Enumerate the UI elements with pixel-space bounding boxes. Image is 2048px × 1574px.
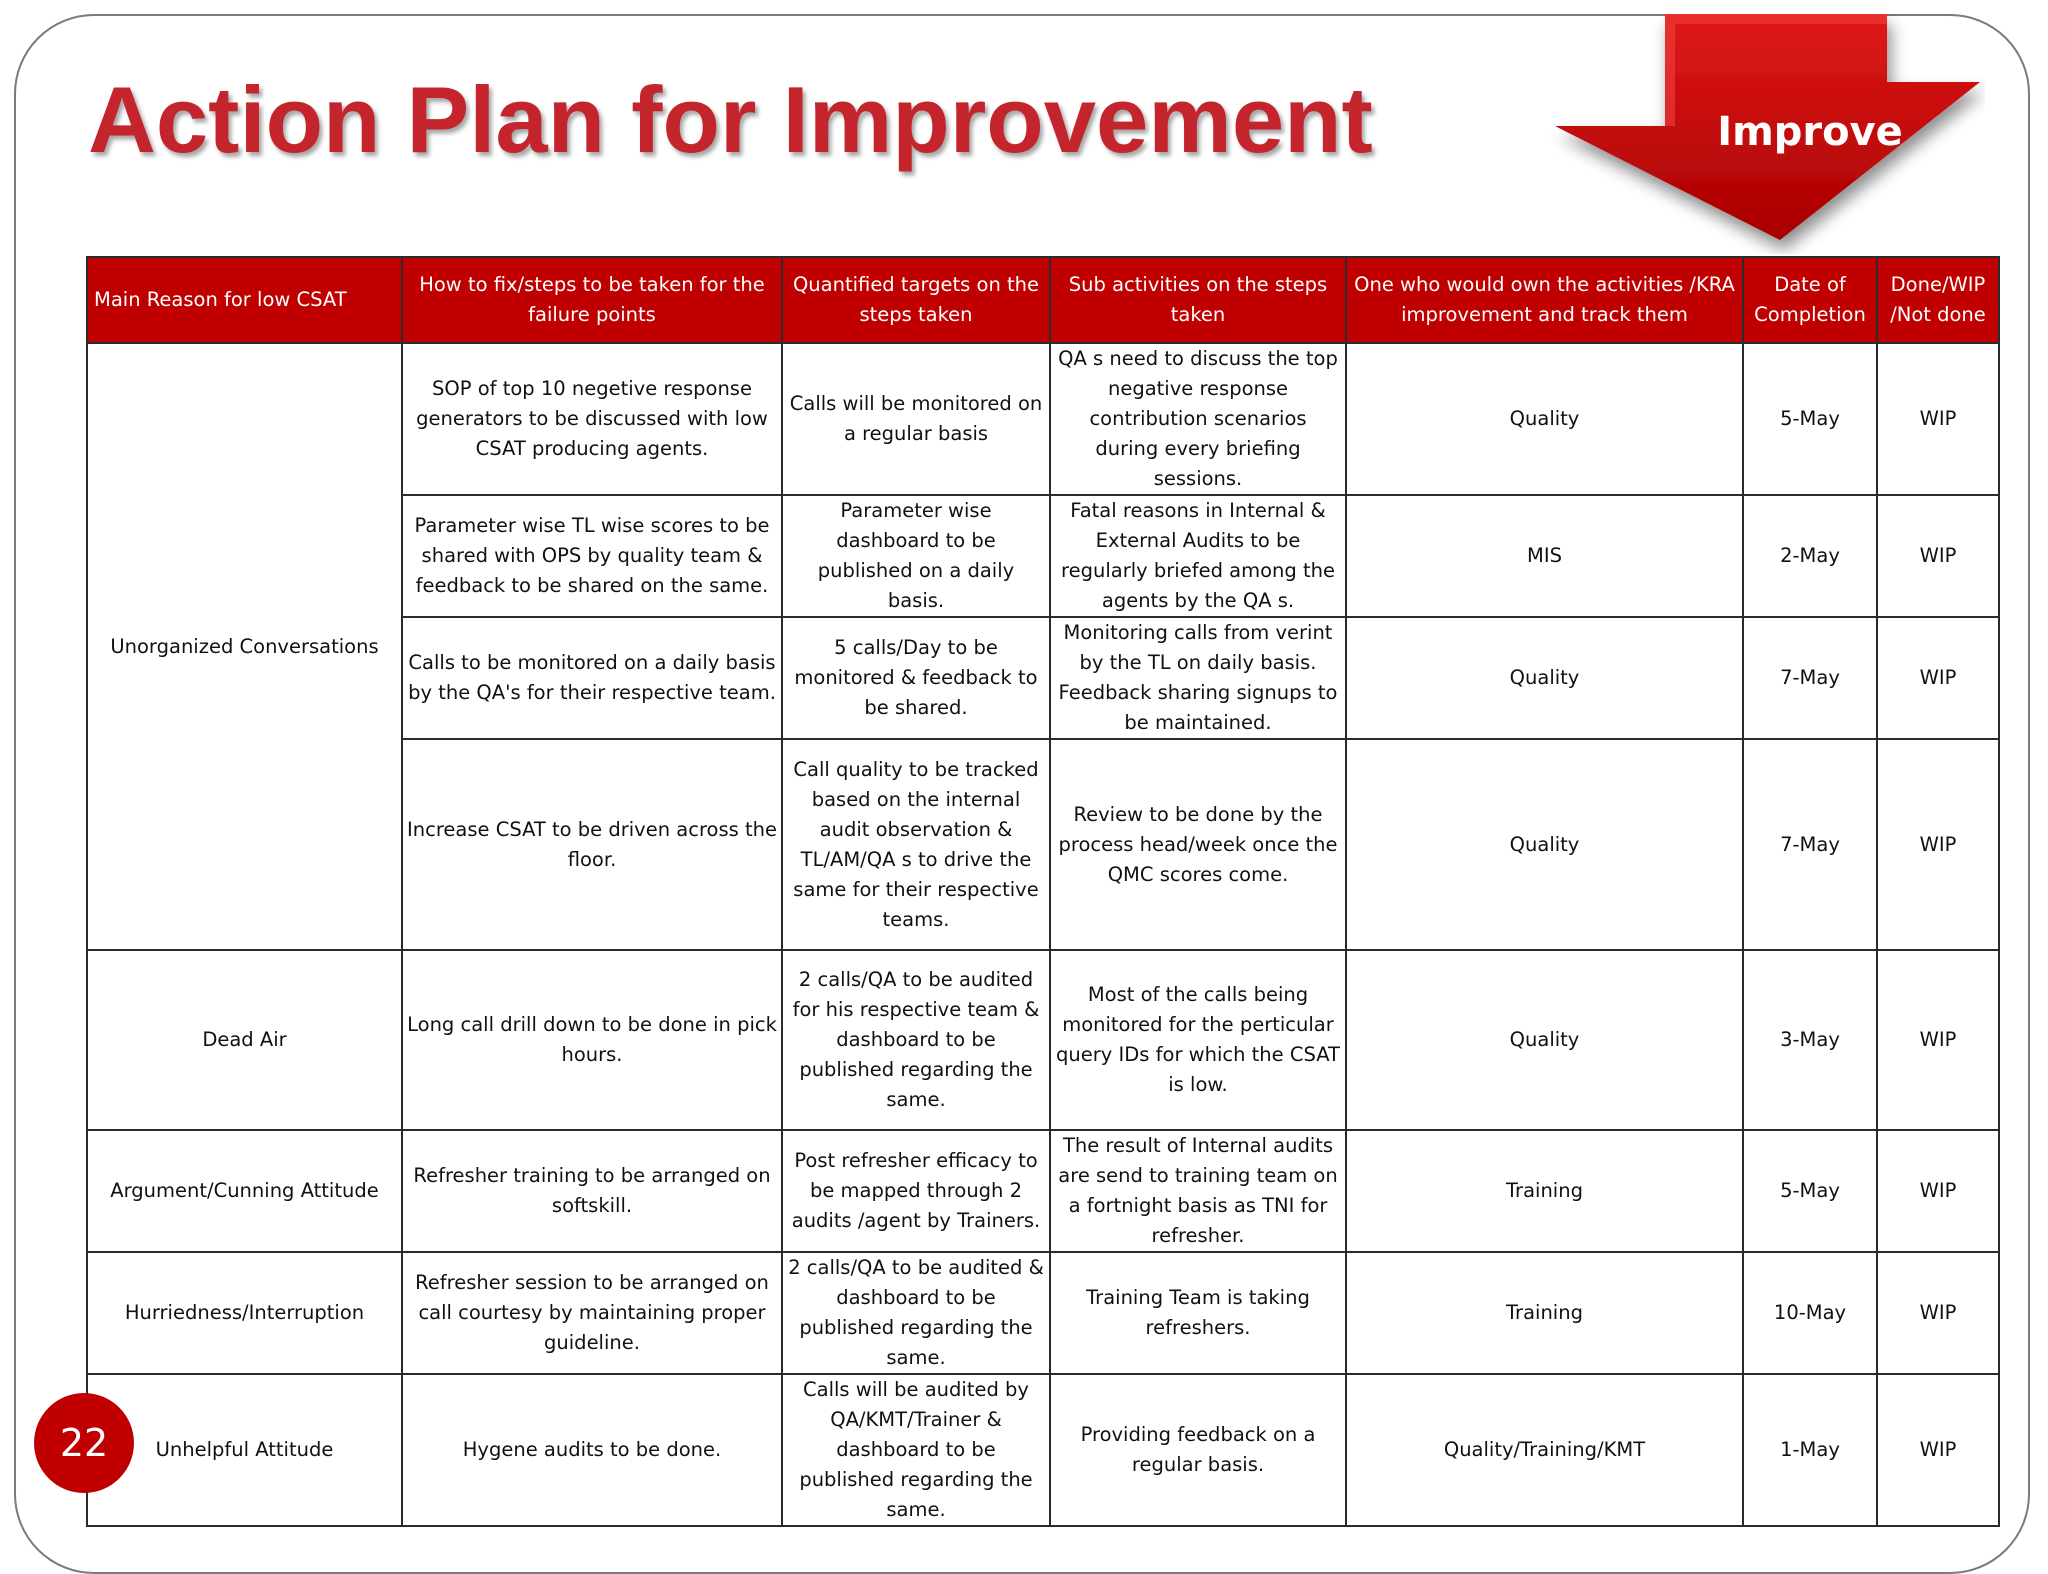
target-cell: Calls will be audited by QA/KMT/Trainer & dashboard to be published regarding the same.: [782, 1374, 1050, 1526]
owner-cell: Training: [1346, 1252, 1743, 1374]
reason-cell: Dead Air: [87, 950, 402, 1130]
reason-cell: Unhelpful Attitude: [87, 1374, 402, 1526]
owner-cell: Quality: [1346, 343, 1743, 495]
status-cell: WIP: [1877, 617, 1999, 739]
sub-activity-cell: Review to be done by the process head/week once the QMC scores come.: [1050, 739, 1346, 950]
sub-activity-cell: The result of Internal audits are send to training team on a fortnight basis as TNI for refresher.: [1050, 1130, 1346, 1252]
status-cell: WIP: [1877, 1374, 1999, 1526]
fix-cell: Long call drill down to be done in pick hours.: [402, 950, 782, 1130]
status-cell: WIP: [1877, 1252, 1999, 1374]
table-row: [87, 1252, 1999, 1374]
improve-arrow-badge: [1545, 14, 1985, 254]
table-row: [87, 1130, 1999, 1252]
improve-label: Improve: [1717, 109, 1903, 155]
date-cell: 7-May: [1743, 617, 1877, 739]
page-number-badge: 22: [34, 1393, 134, 1493]
fix-cell: Refresher session to be arranged on call courtesy by maintaining proper guideline.: [402, 1252, 782, 1374]
date-cell: 7-May: [1743, 739, 1877, 950]
col-header-target: Quantified targets on the steps taken: [782, 257, 1050, 343]
col-header-sub-activities: Sub activities on the steps taken: [1050, 257, 1346, 343]
reason-cell: Argument/Cunning Attitude: [87, 1130, 402, 1252]
col-header-fix: How to fix/steps to be taken for the failure points: [402, 257, 782, 343]
owner-cell: Quality: [1346, 950, 1743, 1130]
status-cell: WIP: [1877, 950, 1999, 1130]
owner-cell: Quality/Training/KMT: [1346, 1374, 1743, 1526]
reason-cell: Hurriedness/Interruption: [87, 1252, 402, 1374]
status-cell: WIP: [1877, 1130, 1999, 1252]
fix-cell: Increase CSAT to be driven across the floor.: [402, 739, 782, 950]
date-cell: 5-May: [1743, 1130, 1877, 1252]
fix-cell: Refresher training to be arranged on softskill.: [402, 1130, 782, 1252]
table-header-row: [87, 257, 1999, 343]
date-cell: 2-May: [1743, 495, 1877, 617]
target-cell: Parameter wise dashboard to be published on a daily basis.: [782, 495, 1050, 617]
target-cell: 2 calls/QA to be audited & dashboard to be published regarding the same.: [782, 1252, 1050, 1374]
status-cell: WIP: [1877, 343, 1999, 495]
status-cell: WIP: [1877, 495, 1999, 617]
target-cell: 5 calls/Day to be monitored & feedback to be shared.: [782, 617, 1050, 739]
date-cell: 3-May: [1743, 950, 1877, 1130]
table-row: [87, 950, 1999, 1130]
sub-activity-cell: QA s need to discuss the top negative response contribution scenarios during every briefing sessions.: [1050, 343, 1346, 495]
fix-cell: Parameter wise TL wise scores to be shared with OPS by quality team & feedback to be shared on the same.: [402, 495, 782, 617]
sub-activity-cell: Training Team is taking refreshers.: [1050, 1252, 1346, 1374]
fix-cell: SOP of top 10 negetive response generators to be discussed with low CSAT producing agents.: [402, 343, 782, 495]
sub-activity-cell: Most of the calls being monitored for the perticular query IDs for which the CSAT is low.: [1050, 950, 1346, 1130]
status-cell: WIP: [1877, 739, 1999, 950]
col-header-status: Done/WIP /Not done: [1877, 257, 1999, 343]
sub-activity-cell: Fatal reasons in Internal & External Audits to be regularly briefed among the agents by the QA s.: [1050, 495, 1346, 617]
target-cell: Post refresher efficacy to be mapped through 2 audits /agent by Trainers.: [782, 1130, 1050, 1252]
owner-cell: Quality: [1346, 739, 1743, 950]
page-title: Action Plan for Improvement: [88, 67, 1373, 172]
col-header-date: Date of Completion: [1743, 257, 1877, 343]
table-row: [87, 343, 1999, 495]
date-cell: 1-May: [1743, 1374, 1877, 1526]
action-plan-table: [86, 256, 2000, 1527]
owner-cell: Training: [1346, 1130, 1743, 1252]
target-cell: Call quality to be tracked based on the internal audit observation & TL/AM/QA s to drive the same for their respective teams.: [782, 739, 1050, 950]
sub-activity-cell: Providing feedback on a regular basis.: [1050, 1374, 1346, 1526]
date-cell: 5-May: [1743, 343, 1877, 495]
fix-cell: Calls to be monitored on a daily basis by the QA's for their respective team.: [402, 617, 782, 739]
col-header-reason: Main Reason for low CSAT: [87, 257, 402, 343]
owner-cell: Quality: [1346, 617, 1743, 739]
table-row: [87, 1374, 1999, 1526]
reason-cell: Unorganized Conversations: [87, 343, 402, 950]
fix-cell: Hygene audits to be done.: [402, 1374, 782, 1526]
owner-cell: MIS: [1346, 495, 1743, 617]
target-cell: Calls will be monitored on a regular basis: [782, 343, 1050, 495]
sub-activity-cell: Monitoring calls from verint by the TL on daily basis. Feedback sharing signups to be maintained.: [1050, 617, 1346, 739]
date-cell: 10-May: [1743, 1252, 1877, 1374]
col-header-owner: One who would own the activities /KRA improvement and track them: [1346, 257, 1743, 343]
target-cell: 2 calls/QA to be audited for his respective team & dashboard to be published regarding the same.: [782, 950, 1050, 1130]
